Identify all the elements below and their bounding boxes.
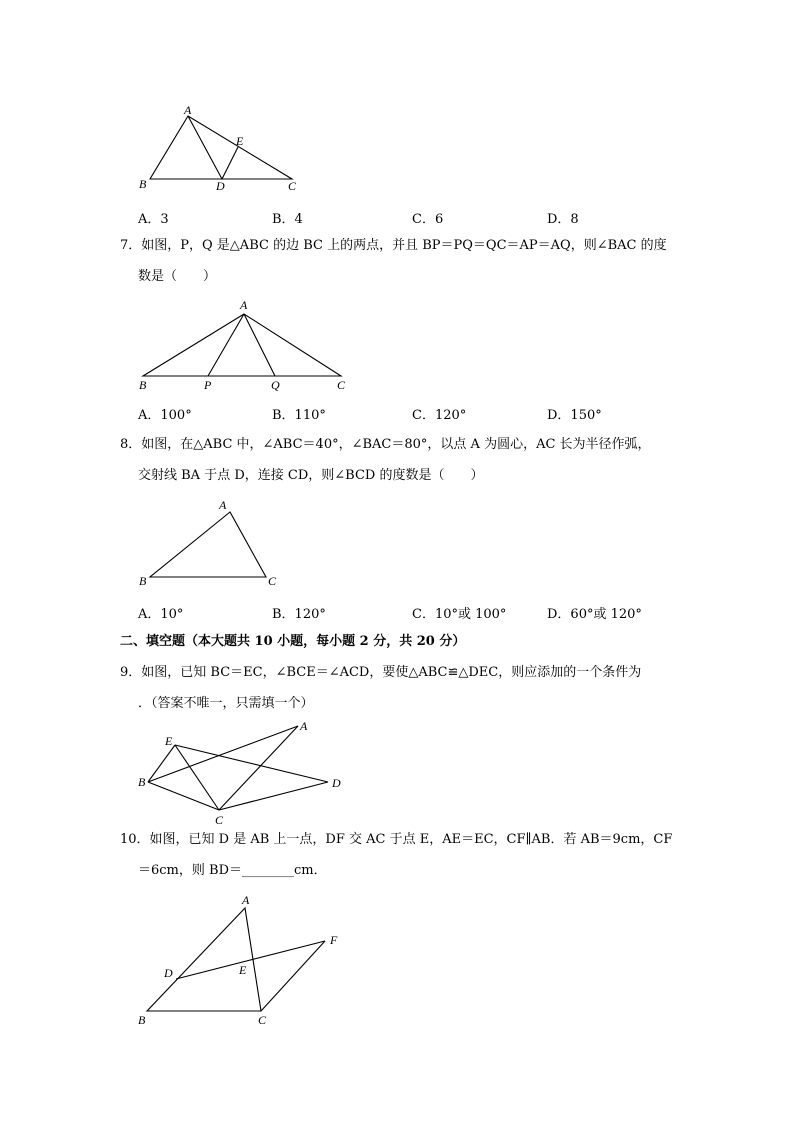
q8-text-line2: 交射线 BA 于点 D，连接 CD，则∠BCD 的度数是（ ） [138,468,484,483]
q9-segment-cd [219,782,328,810]
q8-text-line1: 8．如图，在△ABC 中，∠ABC＝40°，∠BAC＝80°，以点 A 为圆心，AC 长为半径作弧， [120,437,651,452]
q6-triangle-abc [150,116,292,179]
q6-label-e: E [236,134,244,148]
q10-label-e: E [239,963,247,977]
q7-option-a: A．100° [138,408,192,423]
q9-text-line1: 9．如图，已知 BC＝EC，∠BCE＝∠ACD，要使△ABC≌△DEC，则应添加的一个条件为 [120,665,642,680]
q8-triangle-abc [150,512,266,577]
q10-label-a: A [242,893,250,907]
q9-text-line2: ．（答案不唯一，只需填一个） [138,696,314,711]
q10-label-b: B [138,1013,146,1027]
q10-label-f: F [330,933,338,947]
q7-label-b: B [139,378,147,392]
q9-label-c: C [215,813,224,827]
q6-label-c: C [288,179,297,193]
q8-option-d: D．60°或 120° [547,607,642,622]
q9-label-b: B [138,775,146,789]
q9-label-a: A [300,719,308,733]
q6-option-c: C．6 [412,212,444,227]
q7-segment-ap [208,314,244,376]
q9-segment-ca [219,726,298,810]
q10-label-c: C [258,1013,267,1027]
q7-label-p: P [204,378,212,392]
q10-text-line1: 10．如图，已知 D 是 AB 上一点，DF 交 AC 于点 E，AE＝EC，CF∥AB．若 AB＝9cm，CF [120,832,673,847]
q7-figure [130,294,360,394]
q8-label-c: C [268,574,277,588]
q6-label-a: A [184,103,192,117]
q6-segment-de [222,147,238,179]
q6-segment-ad [188,116,222,179]
q10-figure [130,890,360,1030]
q8-label-b: B [139,574,147,588]
q9-label-d: D [332,776,341,790]
q6-label-d: D [216,179,225,193]
q8-option-b: B．120° [272,607,326,622]
q7-label-a: A [240,298,248,312]
q7-text-line2: 数是（ ） [138,269,217,284]
q6-label-b: B [139,177,147,191]
q7-option-c: C．120° [412,408,467,423]
q8-figure [130,494,290,590]
q7-option-b: B．110° [272,408,326,423]
q10-triangle-abc [147,908,261,1011]
q7-label-c: C [337,378,346,392]
q10-label-d: D [164,966,173,980]
q10-segment-cf [261,941,325,1011]
q6-option-b: B．4 [272,212,303,227]
q9-segment-bc [148,782,219,810]
q9-label-e: E [165,734,173,748]
q8-label-a: A [219,498,227,512]
q7-label-q: Q [271,378,280,392]
q6-figure [130,100,320,196]
q9-segment-ec [175,745,219,810]
q10-text-line2: ＝6cm，则 BD＝________cm． [138,863,327,878]
q9-figure [130,718,360,828]
section-2-title: 二、填空题（本大题共 10 小题，每小题 2 分，共 20 分） [120,634,466,649]
q7-triangle-abc [143,314,341,376]
q8-option-a: A．10° [138,607,184,622]
q7-option-d: D．150° [547,408,602,423]
q7-text-line1: 7．如图，P，Q 是△ABC 的边 BC 上的两点，并且 BP＝PQ＝QC＝AP＝AQ，则∠BAC 的度 [120,238,667,253]
q8-option-c: C．10°或 100° [412,607,507,622]
q6-option-a: A．3 [138,212,169,227]
q6-option-d: D．8 [547,212,579,227]
